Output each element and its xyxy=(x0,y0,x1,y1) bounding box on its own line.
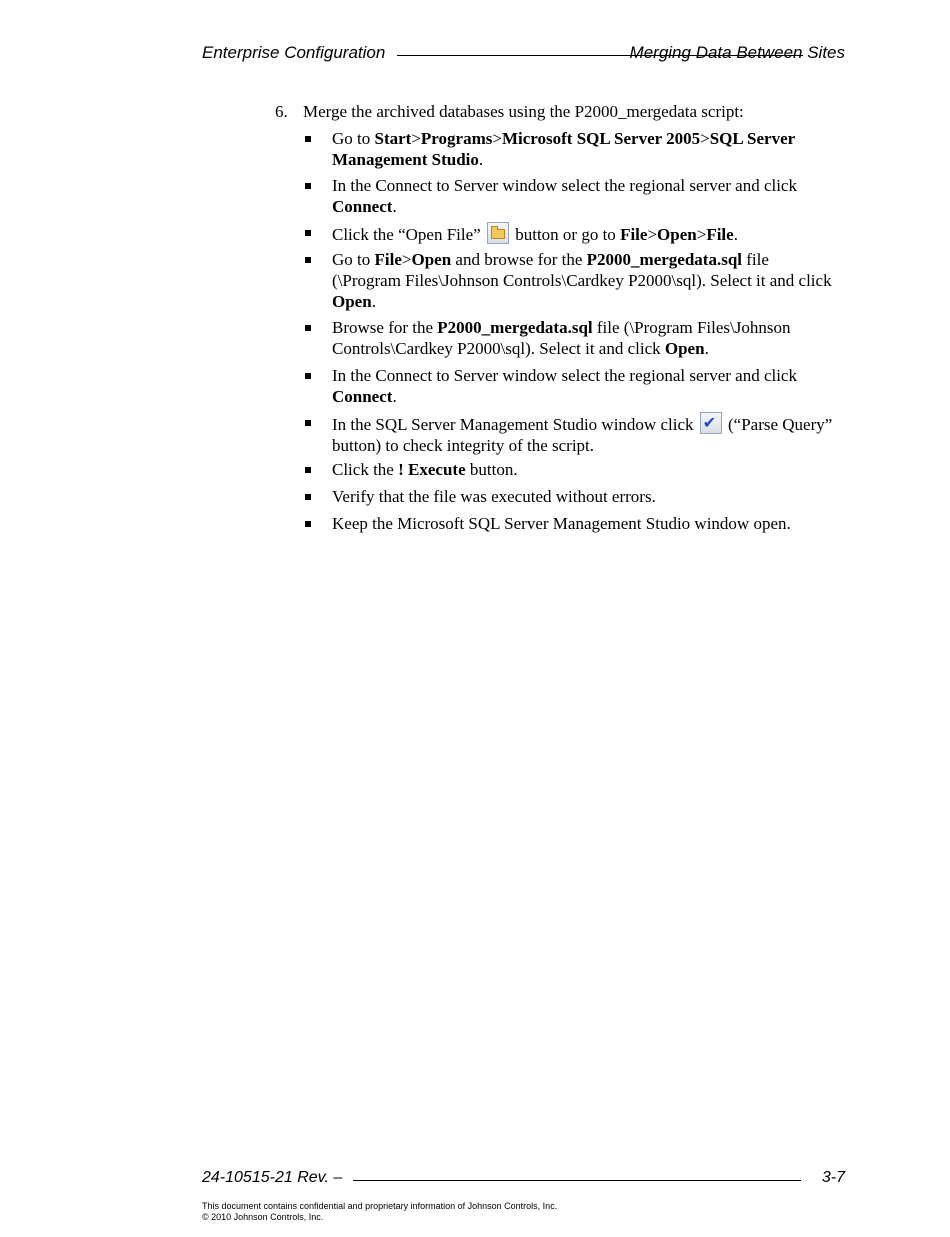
ui-path: Open xyxy=(411,250,452,269)
header-section-title: Enterprise Configuration xyxy=(202,43,386,62)
text: . xyxy=(392,197,397,216)
ui-path: File xyxy=(374,250,402,269)
file-name: P2000_mergedata.sql xyxy=(586,250,743,269)
ui-label: Connect xyxy=(332,197,393,216)
text: Go to xyxy=(332,129,375,148)
ui-path: Programs xyxy=(420,129,493,148)
document-number: 24-10515-21 Rev. – xyxy=(202,1169,343,1186)
text: In the Connect to Server window select the regional server and click xyxy=(332,176,797,195)
step-number: 6. xyxy=(275,102,288,121)
text: Go to xyxy=(332,250,375,269)
text: > xyxy=(647,225,658,244)
ui-label: Open xyxy=(332,292,372,311)
text: . xyxy=(392,387,397,406)
ui-path: File xyxy=(706,225,734,244)
bullet-marker xyxy=(305,183,311,189)
page-number: 3-7 xyxy=(821,1169,845,1186)
header-chapter-title: Merging Data Between Sites xyxy=(629,43,845,62)
text: . xyxy=(704,339,709,358)
bullet-marker xyxy=(305,257,311,263)
ui-label: Open xyxy=(664,339,705,358)
ui-path: Open xyxy=(657,225,697,244)
text: (“Parse Query” xyxy=(728,415,833,434)
text: file (\Program Files\Johnson xyxy=(592,318,791,337)
text: > xyxy=(700,129,710,148)
text: > xyxy=(411,129,421,148)
text: Browse for the xyxy=(332,318,438,337)
text: Click the xyxy=(332,460,399,479)
bullet-marker xyxy=(305,521,311,527)
text: Keep the Microsoft SQL Server Management Studio window open. xyxy=(332,514,791,533)
bullet-marker xyxy=(305,373,311,379)
open-file-icon xyxy=(487,222,509,244)
text: Verify that the file was executed without errors. xyxy=(332,487,656,506)
ui-path: Management Studio xyxy=(332,150,479,169)
ui-path: Start xyxy=(374,129,412,148)
ui-label: Connect xyxy=(332,387,393,406)
bullet-marker xyxy=(305,325,311,331)
bullet-marker xyxy=(305,136,311,142)
ui-label: ! Execute xyxy=(398,460,466,479)
page-header xyxy=(202,43,845,67)
text: file xyxy=(742,250,769,269)
text: Controls\Cardkey P2000\sql). Select it and click xyxy=(332,339,665,358)
parse-query-icon: ✔ xyxy=(700,412,722,434)
text: > xyxy=(492,129,502,148)
text: button or go to xyxy=(515,225,621,244)
ui-path: SQL Server xyxy=(709,129,796,148)
text: In the Connect to Server window select the regional server and click xyxy=(332,366,797,385)
file-name: P2000_mergedata.sql xyxy=(437,318,593,337)
copyright-notice: © 2010 Johnson Controls, Inc. xyxy=(202,1212,324,1222)
text: Click the “Open File” xyxy=(332,225,481,244)
footer-rule xyxy=(353,1180,801,1181)
confidential-notice: This document contains confidential and proprietary information of Johnson Controls, Inc. xyxy=(202,1201,558,1211)
text: > xyxy=(401,250,412,269)
bullet-marker xyxy=(305,494,311,500)
text: button. xyxy=(465,460,518,479)
text: > xyxy=(696,225,707,244)
step-text: Merge the archived databases using the P2000_mergedata script: xyxy=(303,102,744,121)
bullet-marker xyxy=(305,230,311,236)
text: . xyxy=(371,292,376,311)
ui-path: File xyxy=(620,225,648,244)
text: button) to check integrity of the script. xyxy=(332,436,595,455)
text: and browse for the xyxy=(451,250,587,269)
ui-path: Microsoft SQL Server 2005 xyxy=(501,129,701,148)
text: In the SQL Server Management Studio window click xyxy=(332,415,694,434)
bullet-marker xyxy=(305,467,311,473)
bullet-marker xyxy=(305,420,311,426)
page-footer xyxy=(202,1169,845,1193)
text: . xyxy=(733,225,738,244)
text: . xyxy=(478,150,484,169)
text: (\Program Files\Johnson Controls\Cardkey P2000\sql). Select it and click xyxy=(332,271,832,290)
legal-notice xyxy=(202,1201,557,1223)
